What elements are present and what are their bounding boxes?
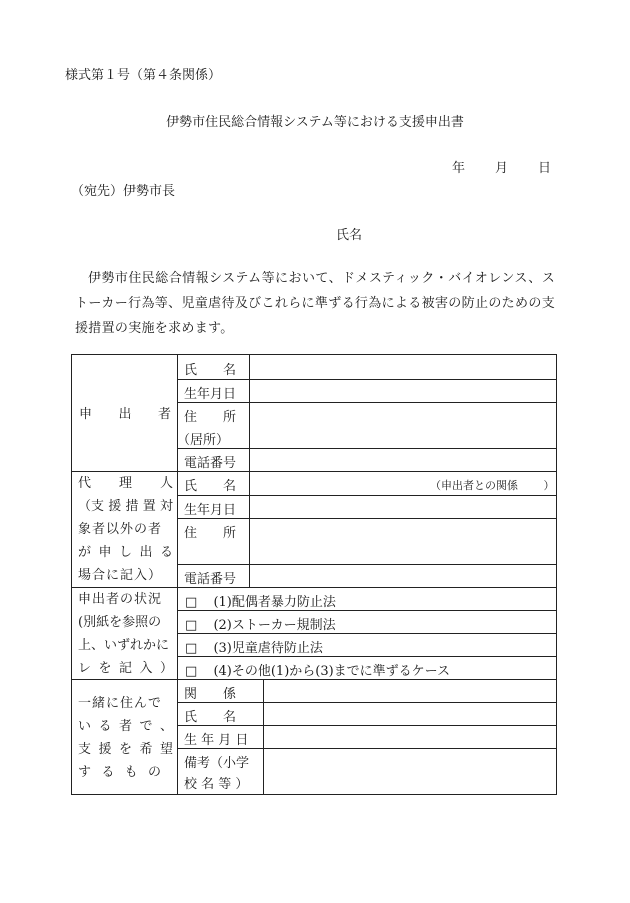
date-day-label: 日 xyxy=(538,161,552,176)
checkbox-icon[interactable]: □ xyxy=(185,595,198,610)
status-option-2-label: (2)ストーカー規制法 xyxy=(213,618,336,633)
status-option-1[interactable] xyxy=(185,591,336,610)
date-year-label: 年 xyxy=(452,161,466,176)
status-option-3-label: (3)児童虐待防止法 xyxy=(213,641,323,656)
applicant-dob-field-label: 生年月日 xyxy=(184,387,237,402)
checkbox-icon[interactable]: □ xyxy=(185,641,198,656)
status-section-label: 申出者の状況 (別紙を参照の 上、いずれかに レ を 記 入 ） xyxy=(78,592,173,676)
applicant-name-field-label: 氏 名 xyxy=(184,363,237,378)
addressee: （宛先）伊勢市長 xyxy=(71,184,176,199)
status-option-3[interactable] xyxy=(185,637,323,656)
document-title: 伊勢市住民総合情報システム等における支援申出書 xyxy=(166,115,464,130)
applicant-address-field-label: 住 所 xyxy=(184,410,237,425)
agent-phone-field-label: 電話番号 xyxy=(184,572,237,587)
cohabitant-name-field-label: 氏 名 xyxy=(184,710,237,725)
applicant-name-label: 氏名 xyxy=(336,228,363,243)
agent-address-field-label: 住 所 xyxy=(184,526,237,541)
request-paragraph-text: 伊勢市住民総合情報システム等において、ドメスティック・バイオレンス、ストーカー行為等、児童虐待及びこれらに準ずる行為による被害の防止のための支援措置の実施を求めます。 xyxy=(75,271,555,336)
applicant-residence-field-label: （居所） xyxy=(177,433,230,448)
agent-section-label: 代 理 人 （支 援 措 置 対 象者以外の者 が 申 し 出 る 場合に記入） xyxy=(78,476,173,583)
applicant-section-label: 申 出 者 xyxy=(79,407,171,422)
date-month-label: 月 xyxy=(495,161,509,176)
form-number: 様式第１号（第４条関係） xyxy=(65,68,222,83)
agent-dob-field-label: 生年月日 xyxy=(184,503,237,518)
checkbox-icon[interactable]: □ xyxy=(185,664,198,679)
status-option-1-label: (1)配偶者暴力防止法 xyxy=(213,595,336,610)
status-option-2[interactable] xyxy=(185,614,336,633)
application-table xyxy=(71,354,557,795)
cohabitant-relation-field-label: 関 係 xyxy=(184,687,237,702)
status-option-4[interactable] xyxy=(185,660,450,679)
agent-relation-note: （申出者との関係 ） xyxy=(430,479,555,492)
date-line xyxy=(452,157,552,176)
cohabitant-dob-field-label: 生 年 月 日 xyxy=(184,733,249,748)
checkbox-icon[interactable]: □ xyxy=(185,618,198,633)
cohabitant-section-label: 一緒に住んで い る 者 で 、 支 援 を 希 望 す る も の xyxy=(78,696,173,780)
request-paragraph xyxy=(75,266,555,341)
applicant-phone-field-label: 電話番号 xyxy=(184,456,237,471)
cohabitant-remarks-field-label-2: 校 名 等 ） xyxy=(184,777,249,792)
agent-name-field-label: 氏 名 xyxy=(184,479,237,494)
cohabitant-remarks-field-label: 備考（小学 xyxy=(184,756,250,771)
status-option-4-label: (4)その他(1)から(3)までに準ずるケース xyxy=(213,664,451,679)
